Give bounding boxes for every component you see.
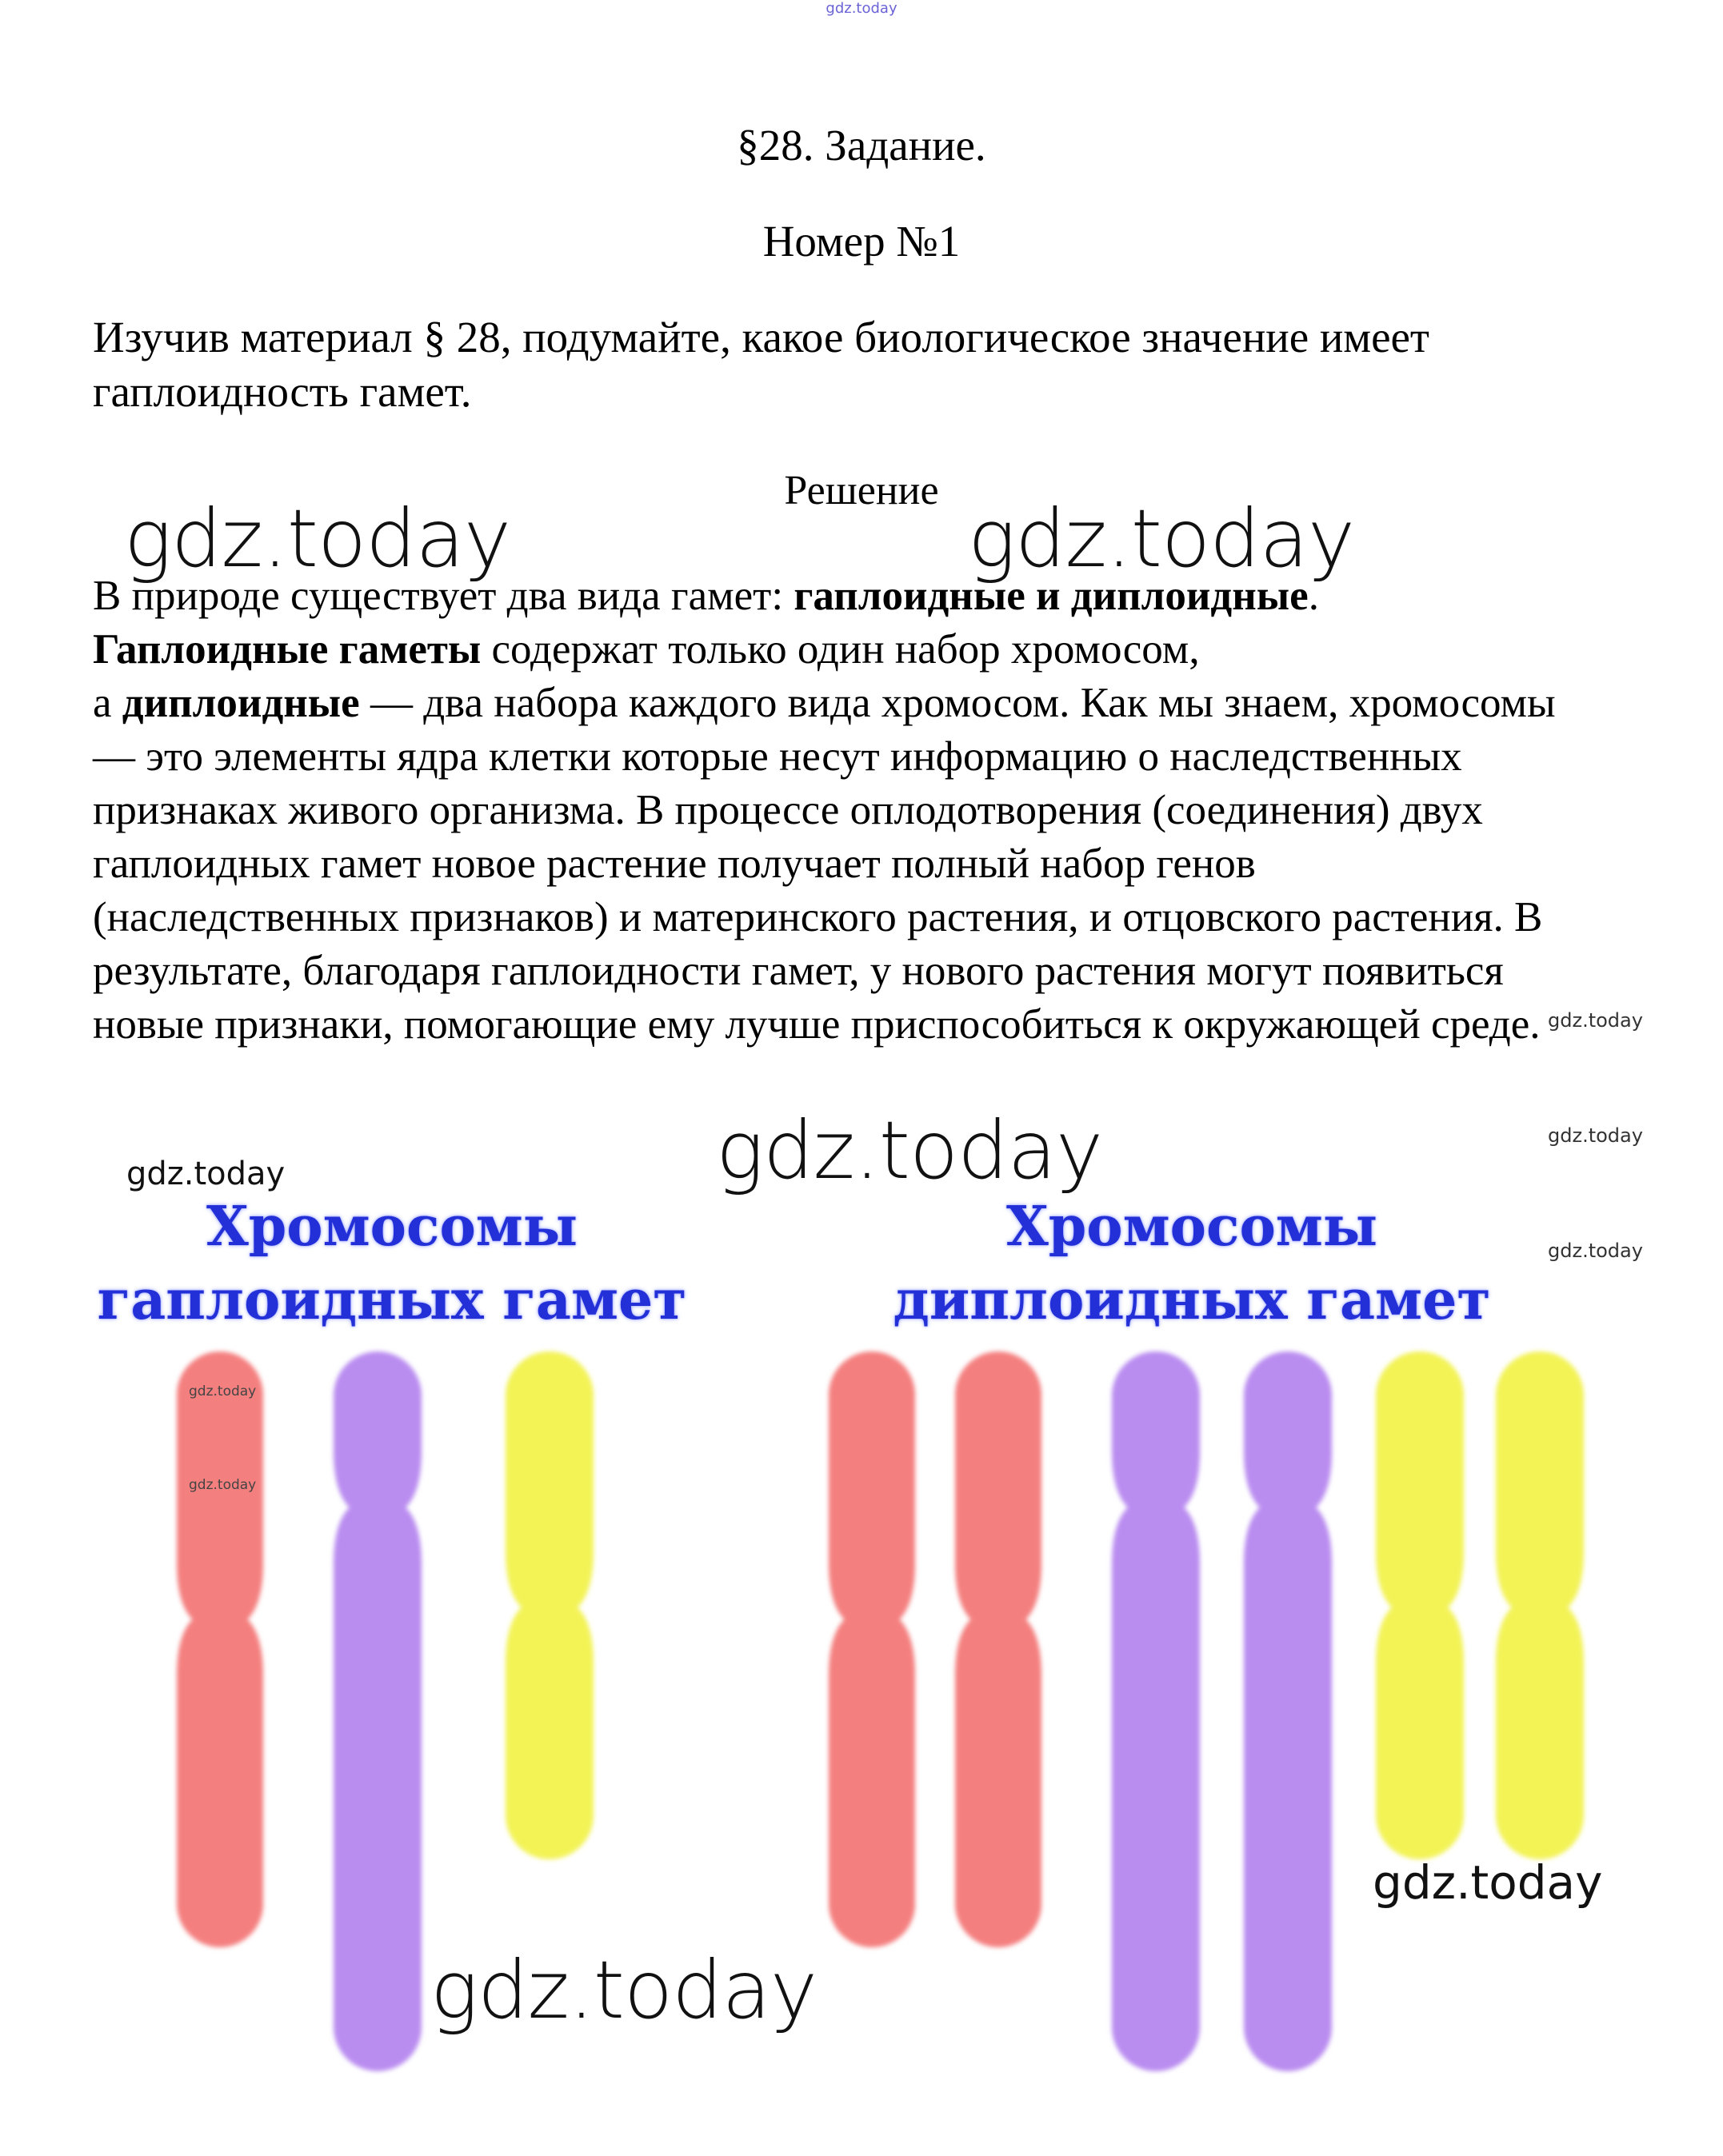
watermark: gdz.today xyxy=(1548,1124,1643,1147)
bold-run: Гаплоидные гаметы xyxy=(93,626,482,673)
solution-label: Решение xyxy=(784,468,939,513)
figure-title-line: Хромосомы xyxy=(206,1195,578,1259)
chromosome-purple xyxy=(1244,1351,1332,2071)
text-run: . xyxy=(1308,573,1319,619)
chromosome-red xyxy=(177,1351,263,1947)
watermark: gdz.today xyxy=(1548,1240,1643,1262)
watermark: gdz.today xyxy=(189,1383,257,1399)
watermark: gdz.today xyxy=(1373,1855,1603,1910)
section-title: §28. Задание. xyxy=(737,121,986,170)
watermark: gdz.today xyxy=(126,1156,286,1192)
chromosome-purple xyxy=(334,1351,422,2071)
bold-run: гаплоидные и диплоидные xyxy=(794,573,1309,619)
chromosome-purple xyxy=(1112,1351,1200,2071)
figure-title-line: Хромосомы xyxy=(1005,1195,1378,1259)
chromosome-red xyxy=(829,1351,915,1947)
bold-run: диплоидные xyxy=(122,680,360,726)
text-run: а xyxy=(93,680,122,726)
watermark: gdz.today xyxy=(124,492,511,585)
chromosome-yellow xyxy=(506,1351,594,1859)
watermark: gdz.today xyxy=(430,1943,818,2037)
chromosome-yellow xyxy=(1496,1351,1584,1859)
figure-title-line: диплоидных гамет xyxy=(893,1268,1491,1332)
watermark: gdz.today xyxy=(189,1477,257,1493)
top-watermark: gdz.today xyxy=(826,0,897,17)
chromosome-yellow xyxy=(1376,1351,1464,1859)
watermark: gdz.today xyxy=(968,492,1355,585)
figure-title-line: гаплоидных гамет xyxy=(97,1268,687,1332)
text-run: содержат только один набор хромосом, xyxy=(481,626,1200,673)
watermark: gdz.today xyxy=(1548,1009,1643,1032)
watermark: gdz.today xyxy=(716,1104,1103,1197)
chromosome-red xyxy=(955,1351,1041,1947)
task-number: Номер №1 xyxy=(762,217,961,266)
text-run: В природе существует два вида гамет: xyxy=(93,573,794,619)
text-run: — два набора каждого вида хромосом. Как мы знаем, хромосомы — это элементы ядра клетки которые несут информацию о наследственных признаках живого организма. В процессе оплодотворения (соединения) двух гаплоидных гамет новое растение получает полный набор генов (наследственных признаков) и материнского растения, и отцовского растения. В результате, благодаря гаплоидности гамет, у нового растения могут появиться новые признаки, помогающие ему лучше приспособиться к окружающей среде. xyxy=(93,680,1556,1048)
task-text: Изучив материал § 28, подумайте, какое биологическое значение имеет гаплоидность гамет. xyxy=(93,313,1429,416)
